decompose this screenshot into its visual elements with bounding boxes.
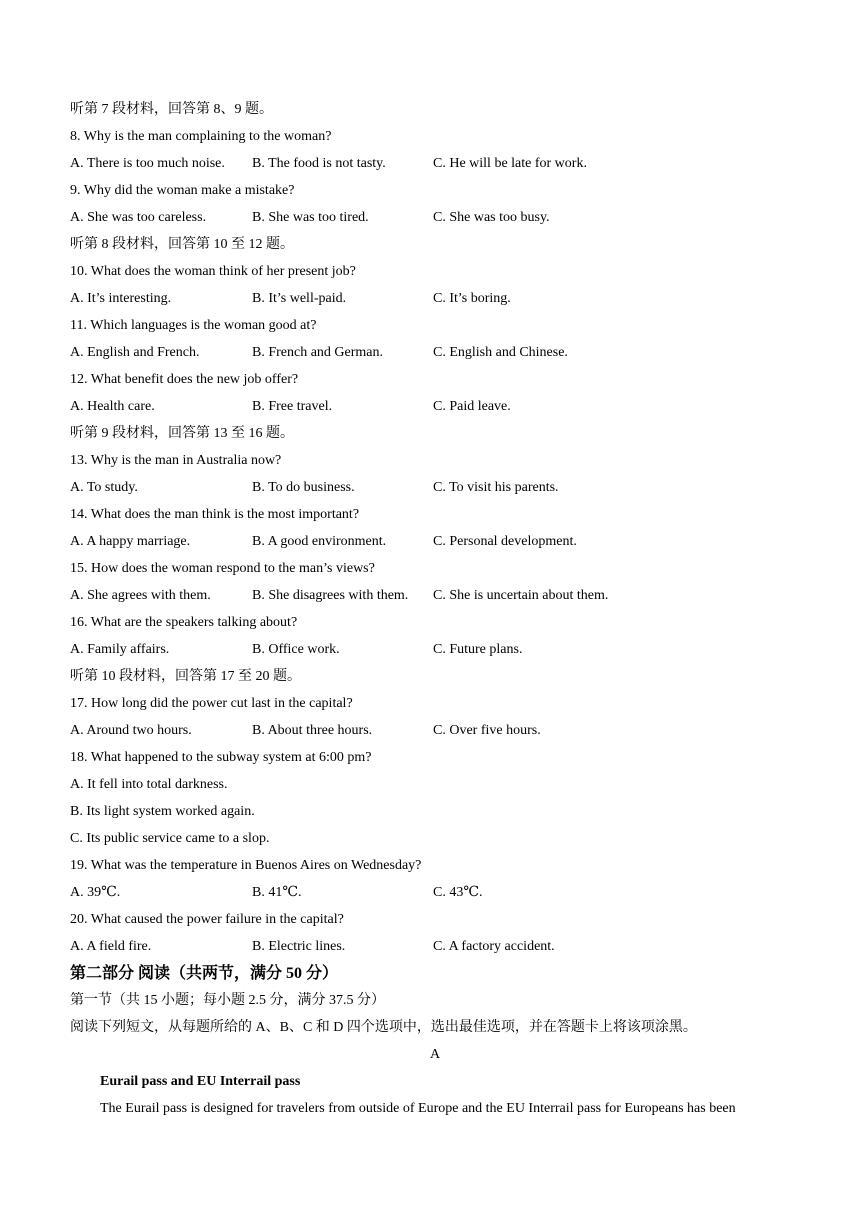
- question-14: 14. What does the man think is the most important?: [70, 507, 360, 522]
- question-15: 15. How does the woman respond to the man’s views?: [70, 561, 375, 576]
- question-9-options: [70, 204, 800, 231]
- option-a: A. Around two hours.: [70, 723, 192, 738]
- question-18: 18. What happened to the subway system at 6:00 pm?: [70, 750, 372, 765]
- option-c: C. A factory accident.: [433, 939, 555, 954]
- option-a: A. A happy marriage.: [70, 534, 191, 549]
- part-2-title: 第二部分 阅读（共两节，满分 50 分）: [70, 965, 339, 982]
- option-b: B. About three hours.: [252, 723, 373, 738]
- option-b: B. Free travel.: [252, 399, 333, 414]
- option-a: A. She was too careless.: [70, 210, 207, 225]
- option-b: B. French and German.: [252, 345, 384, 360]
- option-a: A. She agrees with them.: [70, 588, 211, 603]
- option-b: B. Electric lines.: [252, 939, 346, 954]
- option-a: A. To study.: [70, 480, 138, 495]
- question-19-options: [70, 879, 800, 906]
- part-2-section-1-heading: 第一节（共 15 小题；每小题 2.5 分，满分 37.5 分）: [70, 993, 385, 1008]
- option-a: A. There is too much noise.: [70, 156, 225, 171]
- option-b: B. The food is not tasty.: [252, 156, 386, 171]
- question-14-options: [70, 528, 800, 555]
- question-15-options: [70, 582, 800, 609]
- question-18-option-b: B. Its light system worked again.: [70, 804, 255, 819]
- option-b: B. She disagrees with them.: [252, 588, 409, 603]
- section-8-heading: 听第 8 段材料，回答第 10 至 12 题。: [70, 237, 294, 252]
- question-11: 11. Which languages is the woman good at?: [70, 318, 317, 333]
- question-9: 9. Why did the woman make a mistake?: [70, 183, 295, 198]
- option-a: A. English and French.: [70, 345, 200, 360]
- option-a: A. 39℃.: [70, 885, 121, 900]
- option-b: B. To do business.: [252, 480, 355, 495]
- question-10-options: [70, 285, 800, 312]
- question-18-option-c: C. Its public service came to a slop.: [70, 831, 270, 846]
- section-10-heading: 听第 10 段材料，回答第 17 至 20 题。: [70, 669, 301, 684]
- question-18-option-a: A. It fell into total darkness.: [70, 777, 228, 792]
- option-b: B. Office work.: [252, 642, 340, 657]
- option-c: C. English and Chinese.: [433, 345, 568, 360]
- question-13-options: [70, 474, 800, 501]
- option-c: C. He will be late for work.: [433, 156, 587, 171]
- part-2-instructions: 阅读下列短文，从每题所给的 A、B、C 和 D 四个选项中，选出最佳选项，并在答题卡上将该项涂黑。: [70, 1020, 697, 1035]
- option-a: A. A field fire.: [70, 939, 152, 954]
- option-b: B. She was too tired.: [252, 210, 369, 225]
- passage-letter: A: [429, 1047, 441, 1062]
- option-c: C. It’s boring.: [433, 291, 511, 306]
- option-a: A. Family affairs.: [70, 642, 170, 657]
- option-a: A. Health care.: [70, 399, 155, 414]
- question-16-options: [70, 636, 800, 663]
- exam-page: [70, 96, 800, 1122]
- section-9-heading: 听第 9 段材料，回答第 13 至 16 题。: [70, 426, 294, 441]
- option-c: C. She is uncertain about them.: [433, 588, 609, 603]
- question-17-options: [70, 717, 800, 744]
- question-13: 13. Why is the man in Australia now?: [70, 453, 282, 468]
- question-12-options: [70, 393, 800, 420]
- option-c: C. Future plans.: [433, 642, 523, 657]
- question-8-options: [70, 150, 800, 177]
- section-7-heading: 听第 7 段材料，回答第 8、9 题。: [70, 102, 273, 117]
- question-12: 12. What benefit does the new job offer?: [70, 372, 299, 387]
- passage-title: Eurail pass and EU Interrail pass: [100, 1074, 301, 1089]
- question-16: 16. What are the speakers talking about?: [70, 615, 298, 630]
- question-20: 20. What caused the power failure in the capital?: [70, 912, 344, 927]
- question-11-options: [70, 339, 800, 366]
- option-c: C. Over five hours.: [433, 723, 541, 738]
- option-b: B. A good environment.: [252, 534, 387, 549]
- option-a: A. It’s interesting.: [70, 291, 172, 306]
- option-c: C. She was too busy.: [433, 210, 550, 225]
- question-20-options: [70, 933, 800, 960]
- passage-text-line: The Eurail pass is designed for travelers from outside of Europe and the EU Interrail pass for Europeans has been: [100, 1101, 736, 1116]
- question-8: 8. Why is the man complaining to the woman?: [70, 129, 332, 144]
- question-17: 17. How long did the power cut last in the capital?: [70, 696, 353, 711]
- option-c: C. Paid leave.: [433, 399, 511, 414]
- option-c: C. Personal development.: [433, 534, 577, 549]
- option-b: B. It’s well-paid.: [252, 291, 347, 306]
- option-c: C. To visit his parents.: [433, 480, 559, 495]
- option-b: B. 41℃.: [252, 885, 302, 900]
- question-19: 19. What was the temperature in Buenos Aires on Wednesday?: [70, 858, 422, 873]
- question-10: 10. What does the woman think of her present job?: [70, 264, 356, 279]
- option-c: C. 43℃.: [433, 885, 483, 900]
